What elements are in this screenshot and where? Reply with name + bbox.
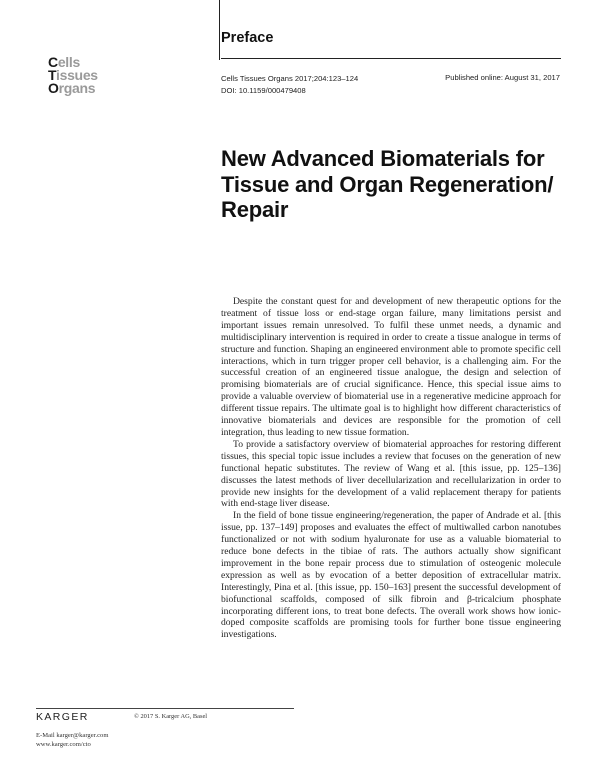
section-label: Preface [221,30,274,46]
journal-logo-line-rest: issues [56,67,98,83]
copyright-notice: © 2017 S. Karger AG, Basel [134,713,208,720]
contact-email[interactable]: E-Mail karger@karger.com [36,732,109,739]
citation-block [221,73,358,97]
journal-logo-line: Tissues [48,67,98,83]
article-body [221,296,561,641]
journal-logo-line-rest: rgans [58,80,96,96]
title-line: New Advanced Biomaterials for [221,146,545,171]
journal-logo-line: Organs [48,80,96,96]
journal-logo-line-rest: ells [57,54,80,70]
journal-logo [48,56,98,95]
footer-rule [36,708,294,709]
publisher-logo: KARGER [36,711,89,723]
body-paragraph: To provide a satisfactory overview of biomaterial approaches for restoring different tissues, this special topic issue includes a review that focuses on the generation of new functional hepatic substitutes. The review of Wang et al. [this issue, pp. 125–136] discusses the latest methods of liver decellularization and recellularization in order to provide new insights for the development of a valid replacement therapy for patients with end-stage liver disease. [221,438,561,510]
title-line: Repair [221,197,289,222]
body-paragraph: Despite the constant quest for and development of new therapeutic options for the treatment of tissue loss or end-stage organ failure, many limitations persist and important issues remain unresolved. To fulfil these unmet needs, a dynamic and multidisciplinary intervention is required in order to create a tissue analogue in terms of structure and function. Shaping an engineered environment able to promote specific cell interactions, which in turn trigger proper cell behavior, is a challenging aim. For the successful creation of an engineered tissue analogue, the design and selection of promising biomaterials are of crucial significance. Hence, this special issue aims to provide a valuable overview of biomaterial use in a regenerative medicine approach for different tissue repairs. The ultimate goal is to highlight how different characteristics of innovative biomaterials and devices are responsible for the promotion of cell integration, thus leading to new tissue formation. [221,296,561,438]
title-line: Tissue and Organ Regeneration/ [221,171,554,197]
contact-website[interactable]: www.karger.com/cto [36,741,91,748]
body-paragraph: In the field of bone tissue engineering/regeneration, the paper of Andrade et al. [this issue, pp. 137–149] proposes and evaluates the effect of multiwalled carbon nanotubes functionalized or not with sodium hyaluronate for use as a valuable biomaterial to reduce bone defects in the tibiae of rats. The authors actually show significant improvement in the bone repair process due to stimulation of osteogenic molecule expression as well as by evocation of a better deposition of extracellular matrix. Interestingly, Pina et al. [this issue, pp. 150–163] present the successful development of biofunctional scaffolds, composed of silk fibroin and β-tricalcium phosphate incorporating different ions, to treat bone defects. The overall work shows how ionic-doped composite scaffolds are promising tools for further bone tissue engineering investigations. [221,510,561,641]
header-vertical-rule [219,0,220,60]
published-date: Published online: August 31, 2017 [445,73,560,82]
article-title [221,146,571,223]
citation: Cells Tissues Organs 2017;204:123–124 [221,74,359,83]
contact-block [36,731,108,749]
journal-logo-line: Cells [48,54,80,70]
doi-link[interactable]: DOI: 10.1159/000479408 [221,86,306,95]
header-horizontal-rule [221,58,561,59]
